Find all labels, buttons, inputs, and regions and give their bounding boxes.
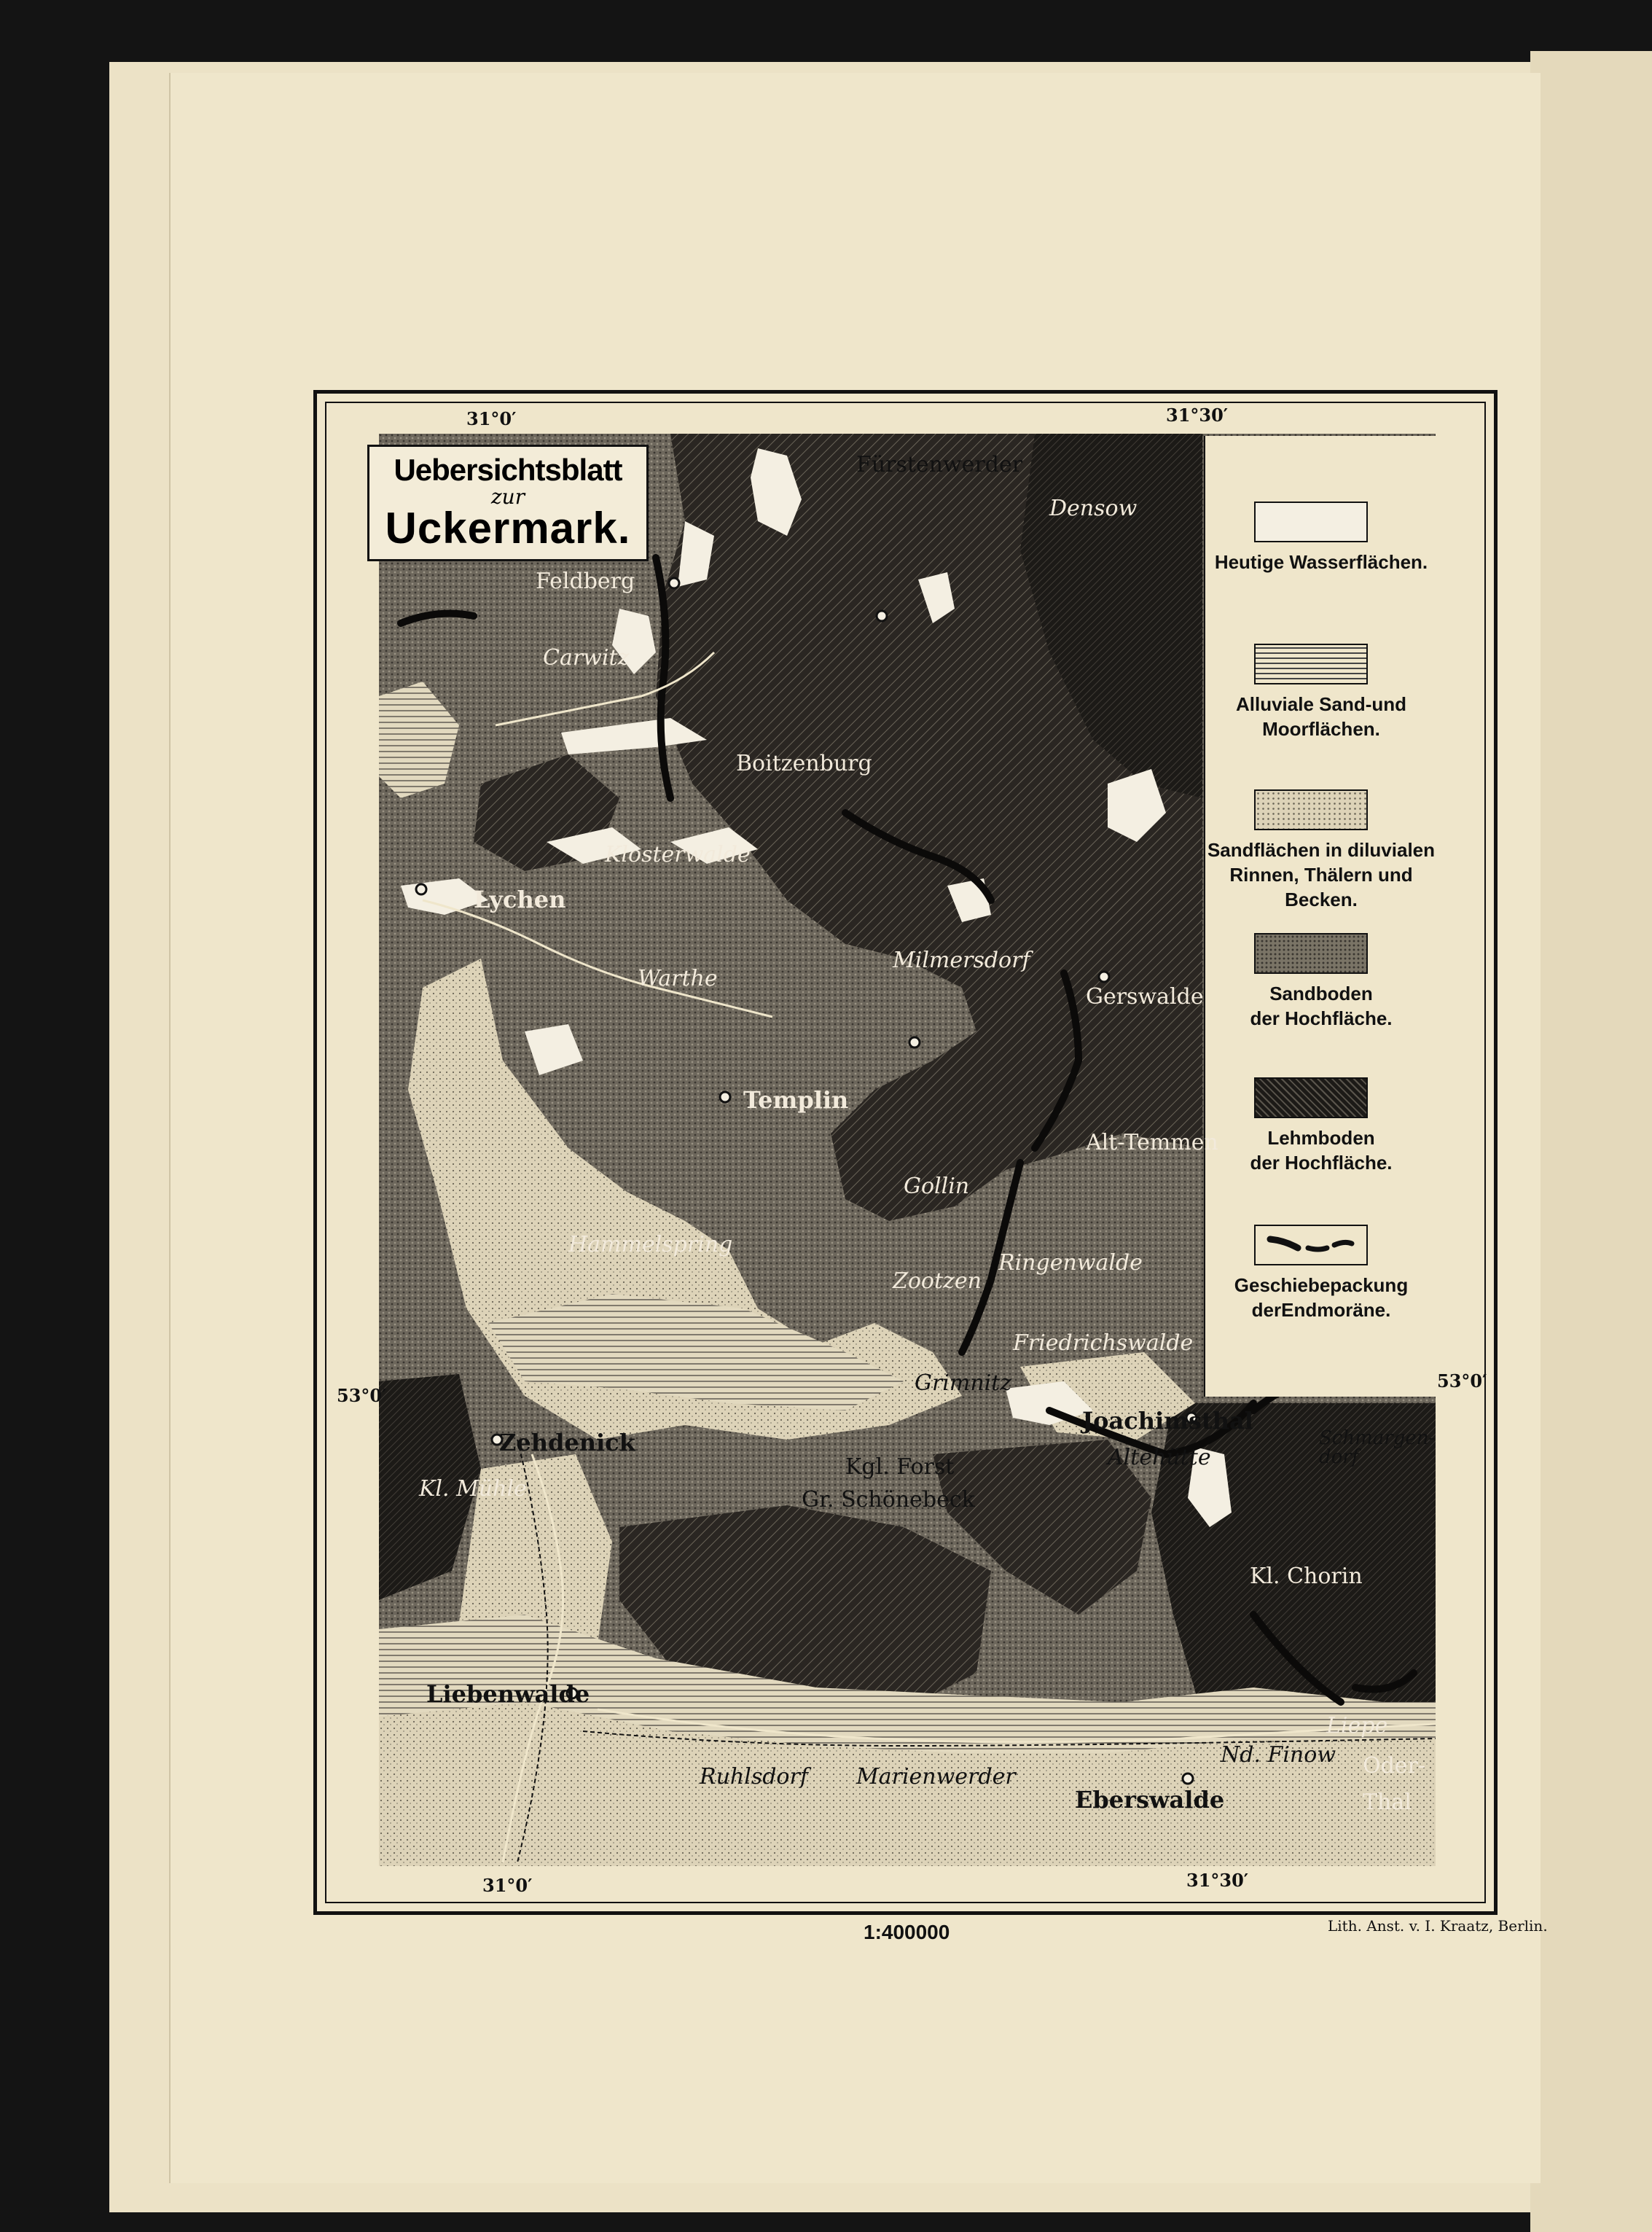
- place-ruhlsdorf: Ruhlsdorf: [700, 1764, 808, 1790]
- place-klosterwalde: Klosterwalde: [605, 842, 751, 867]
- place-lychen: Lychen: [474, 886, 566, 913]
- place-zehdenick: Zehdenick: [499, 1429, 635, 1456]
- place-carwitz: Carwitz: [543, 645, 630, 671]
- map-title-box: [367, 445, 649, 561]
- coord-top-left: 31°0′: [466, 408, 517, 429]
- legend-swatch-moraine: [1254, 1225, 1368, 1265]
- title-line-1: Uebersichtsblatt: [394, 453, 622, 487]
- place-templin: Templin: [743, 1086, 849, 1114]
- place-zootzen: Zootzen: [893, 1268, 982, 1294]
- moraine-swatch-icon: [1256, 1226, 1366, 1264]
- legend-panel: [1204, 436, 1437, 1397]
- place-schoenebeck: Gr. Schönebeck: [802, 1487, 975, 1513]
- place-liebenwalde: Liebenwalde: [426, 1680, 590, 1708]
- legend-label-sand-valley: Sandflächen in diluvialen Rinnen, Thälern und Becken.: [1207, 839, 1436, 910]
- legend-label-loam: Lehmboden der Hochfläche.: [1250, 1127, 1393, 1174]
- place-grimnitz: Grimnitz: [915, 1370, 1012, 1396]
- place-warthe: Warthe: [638, 966, 718, 991]
- place-ringenwalde: Ringenwalde: [998, 1250, 1143, 1276]
- place-feldberg: Feldberg: [536, 569, 635, 594]
- legend-swatch-loam: [1254, 1077, 1368, 1118]
- place-thal: Thal: [1363, 1790, 1412, 1815]
- place-densow: Densow: [1049, 496, 1138, 521]
- title-line-3: Uckermark.: [385, 504, 631, 553]
- legend-swatch-water: [1254, 502, 1368, 542]
- place-milmersdorf: Milmersdorf: [893, 948, 1030, 973]
- legend-swatch-alluvial: [1254, 644, 1368, 684]
- coord-top-right: 31°30′: [1166, 405, 1229, 426]
- map-scale: 1:400000: [864, 1921, 950, 1943]
- place-oder: Oder-: [1363, 1753, 1426, 1779]
- place-kl-muehle: Kl. Mühle: [419, 1476, 527, 1502]
- place-liepe: Liepe: [1326, 1713, 1388, 1739]
- legend-label-sand-plateau: Sandboden der Hochfläche.: [1250, 983, 1393, 1029]
- place-friedrichswalde: Friedrichswalde: [1013, 1330, 1194, 1356]
- place-joachimsthal: Joachimsthal: [1082, 1407, 1253, 1435]
- place-forst: Kgl. Forst: [845, 1454, 955, 1480]
- place-hammelspring: Hammelspring: [568, 1232, 733, 1257]
- place-gerswalde: Gerswalde: [1086, 984, 1204, 1010]
- place-schmargendorf: Schmargen- dorf: [1319, 1427, 1436, 1468]
- place-boitzenburg: Boitzenburg: [736, 751, 872, 776]
- place-chorin: Kl. Chorin: [1250, 1564, 1363, 1589]
- lithograph-imprint: Lith. Anst. v. I. Kraatz, Berlin.: [1328, 1917, 1548, 1935]
- legend-swatch-sand-plateau: [1254, 933, 1368, 974]
- coord-left-lat: 53°0′: [337, 1385, 387, 1406]
- legend-swatch-sand-valley: [1254, 789, 1368, 830]
- legend-label-moraine: Geschiebepackung derEndmoräne.: [1234, 1274, 1409, 1321]
- coord-bottom-right: 31°30′: [1186, 1870, 1249, 1891]
- coord-bottom-left: 31°0′: [482, 1875, 533, 1896]
- page-edge: [1530, 51, 1652, 2232]
- place-alt-temmen: Alt-Temmen: [1086, 1130, 1218, 1155]
- place-marienwerder: Marienwerder: [856, 1764, 1016, 1790]
- title-line-2: zur: [490, 485, 525, 509]
- coord-right-lat: 53°0′: [1437, 1370, 1487, 1392]
- place-altehuette: Altehütte: [1108, 1445, 1211, 1470]
- place-eberswalde: Eberswalde: [1075, 1786, 1225, 1814]
- place-fuerstenwerder: Fürstenwerder: [856, 452, 1023, 477]
- legend-label-alluvial: Alluviale Sand-und Moorflächen.: [1235, 693, 1407, 740]
- legend-label-water: Heutige Wasserflächen.: [1214, 551, 1428, 573]
- place-gollin: Gollin: [904, 1174, 970, 1199]
- place-niederfinow: Nd. Finow: [1221, 1742, 1336, 1768]
